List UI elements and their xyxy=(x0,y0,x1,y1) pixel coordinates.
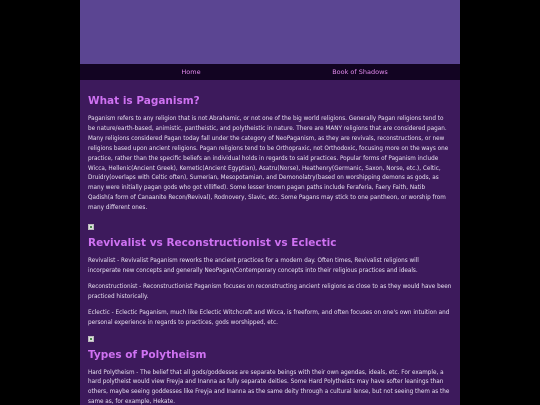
heading-what-is-paganism: What is Paganism? xyxy=(88,95,200,107)
eclectic-paragraph: Eclectic - Eclectic Paganism, much like Eclectic Witchcraft and Wicca, is freeform, and often focuses on one's own intuition and personal experience in regards to practices, gods worshipped, etc. xyxy=(88,309,450,326)
hard-polytheism-paragraph: Hard Polytheism - The belief that all gods/goddesses are separate beings with their own agendas, ideals, etc. For example, a hard polytheist would view Freyja and Inanna as fully separate deities. Some Hard Polytheists may have softer leanings than others, maybe seeing goddesses like Freyja and Inanna as the same deity through a cultural lense, but not seeing them as the same as, for example, Hekate. xyxy=(88,369,450,405)
page-container xyxy=(80,0,460,405)
heading-revivalist: Revivalist vs Reconstructionist vs Eclectic xyxy=(88,237,337,250)
revivalist-paragraph: Revivalist - Revivalist Paganism reworks the ancient practices for a modern day. Often times, Revivalist religions will incorperate new concepts and generally NeoPagan/Contemporary concepts into their religious practices and ideals. xyxy=(88,258,419,274)
main-content xyxy=(80,95,460,405)
nav-home-link[interactable]: Home xyxy=(181,68,201,76)
nav-bar xyxy=(80,64,460,80)
nav-book-of-shadows-link[interactable]: Book of Shadows xyxy=(332,68,388,76)
heading-types-of-polytheism: Types of Polytheism xyxy=(88,348,207,361)
broken-image-icon xyxy=(88,336,94,342)
broken-image-icon xyxy=(88,224,94,230)
paganism-paragraph: Paganism refers to any religion that is not Abrahamic, or not one of the big world religions. Generally Pagan religions tend to be nature/earth-based, animistic, pantheistic, and polytheistic in nature. There are MANY religions that are considered pagan. Many religions considered Pagan today fall under the category of NeoPaganism, as they are revivals, reconstructions, or new religions based upon ancient religions. Pagan religions tend to be Orthopraxic, not Orthodoxic, focusing more on the ways one practice, rather than the specific beliefs an individual holds in regards to said practices. Popular forms of Paganism include Wicca, Hellenic(Ancient Greek), Kemetic(Ancient Egyptian), Asatru(Norse), Heathenry(Germanic, Saxon, Norse, etc.), Celtic, Druidry(overlaps with Celtic often), Sumerian, Mesopotamian, and Demonolatry(based on worshipping demons as gods, as many were initially pagan gods who got villified). Some lesser known pagan paths include Feraferia, Faery Faith, Natib Qadish(a form of Canaanite Recon/Revival), Rodnovery, Slavic, etc. Some Pagans may stick to one pantheon, or worship from many different ones. xyxy=(88,116,449,212)
header-banner xyxy=(80,0,460,64)
reconstructionist-paragraph: Reconstructionist - Reconstructionist Paganism focuses on reconstructing ancient religions as close to as they would have been practiced historically. xyxy=(88,283,452,300)
